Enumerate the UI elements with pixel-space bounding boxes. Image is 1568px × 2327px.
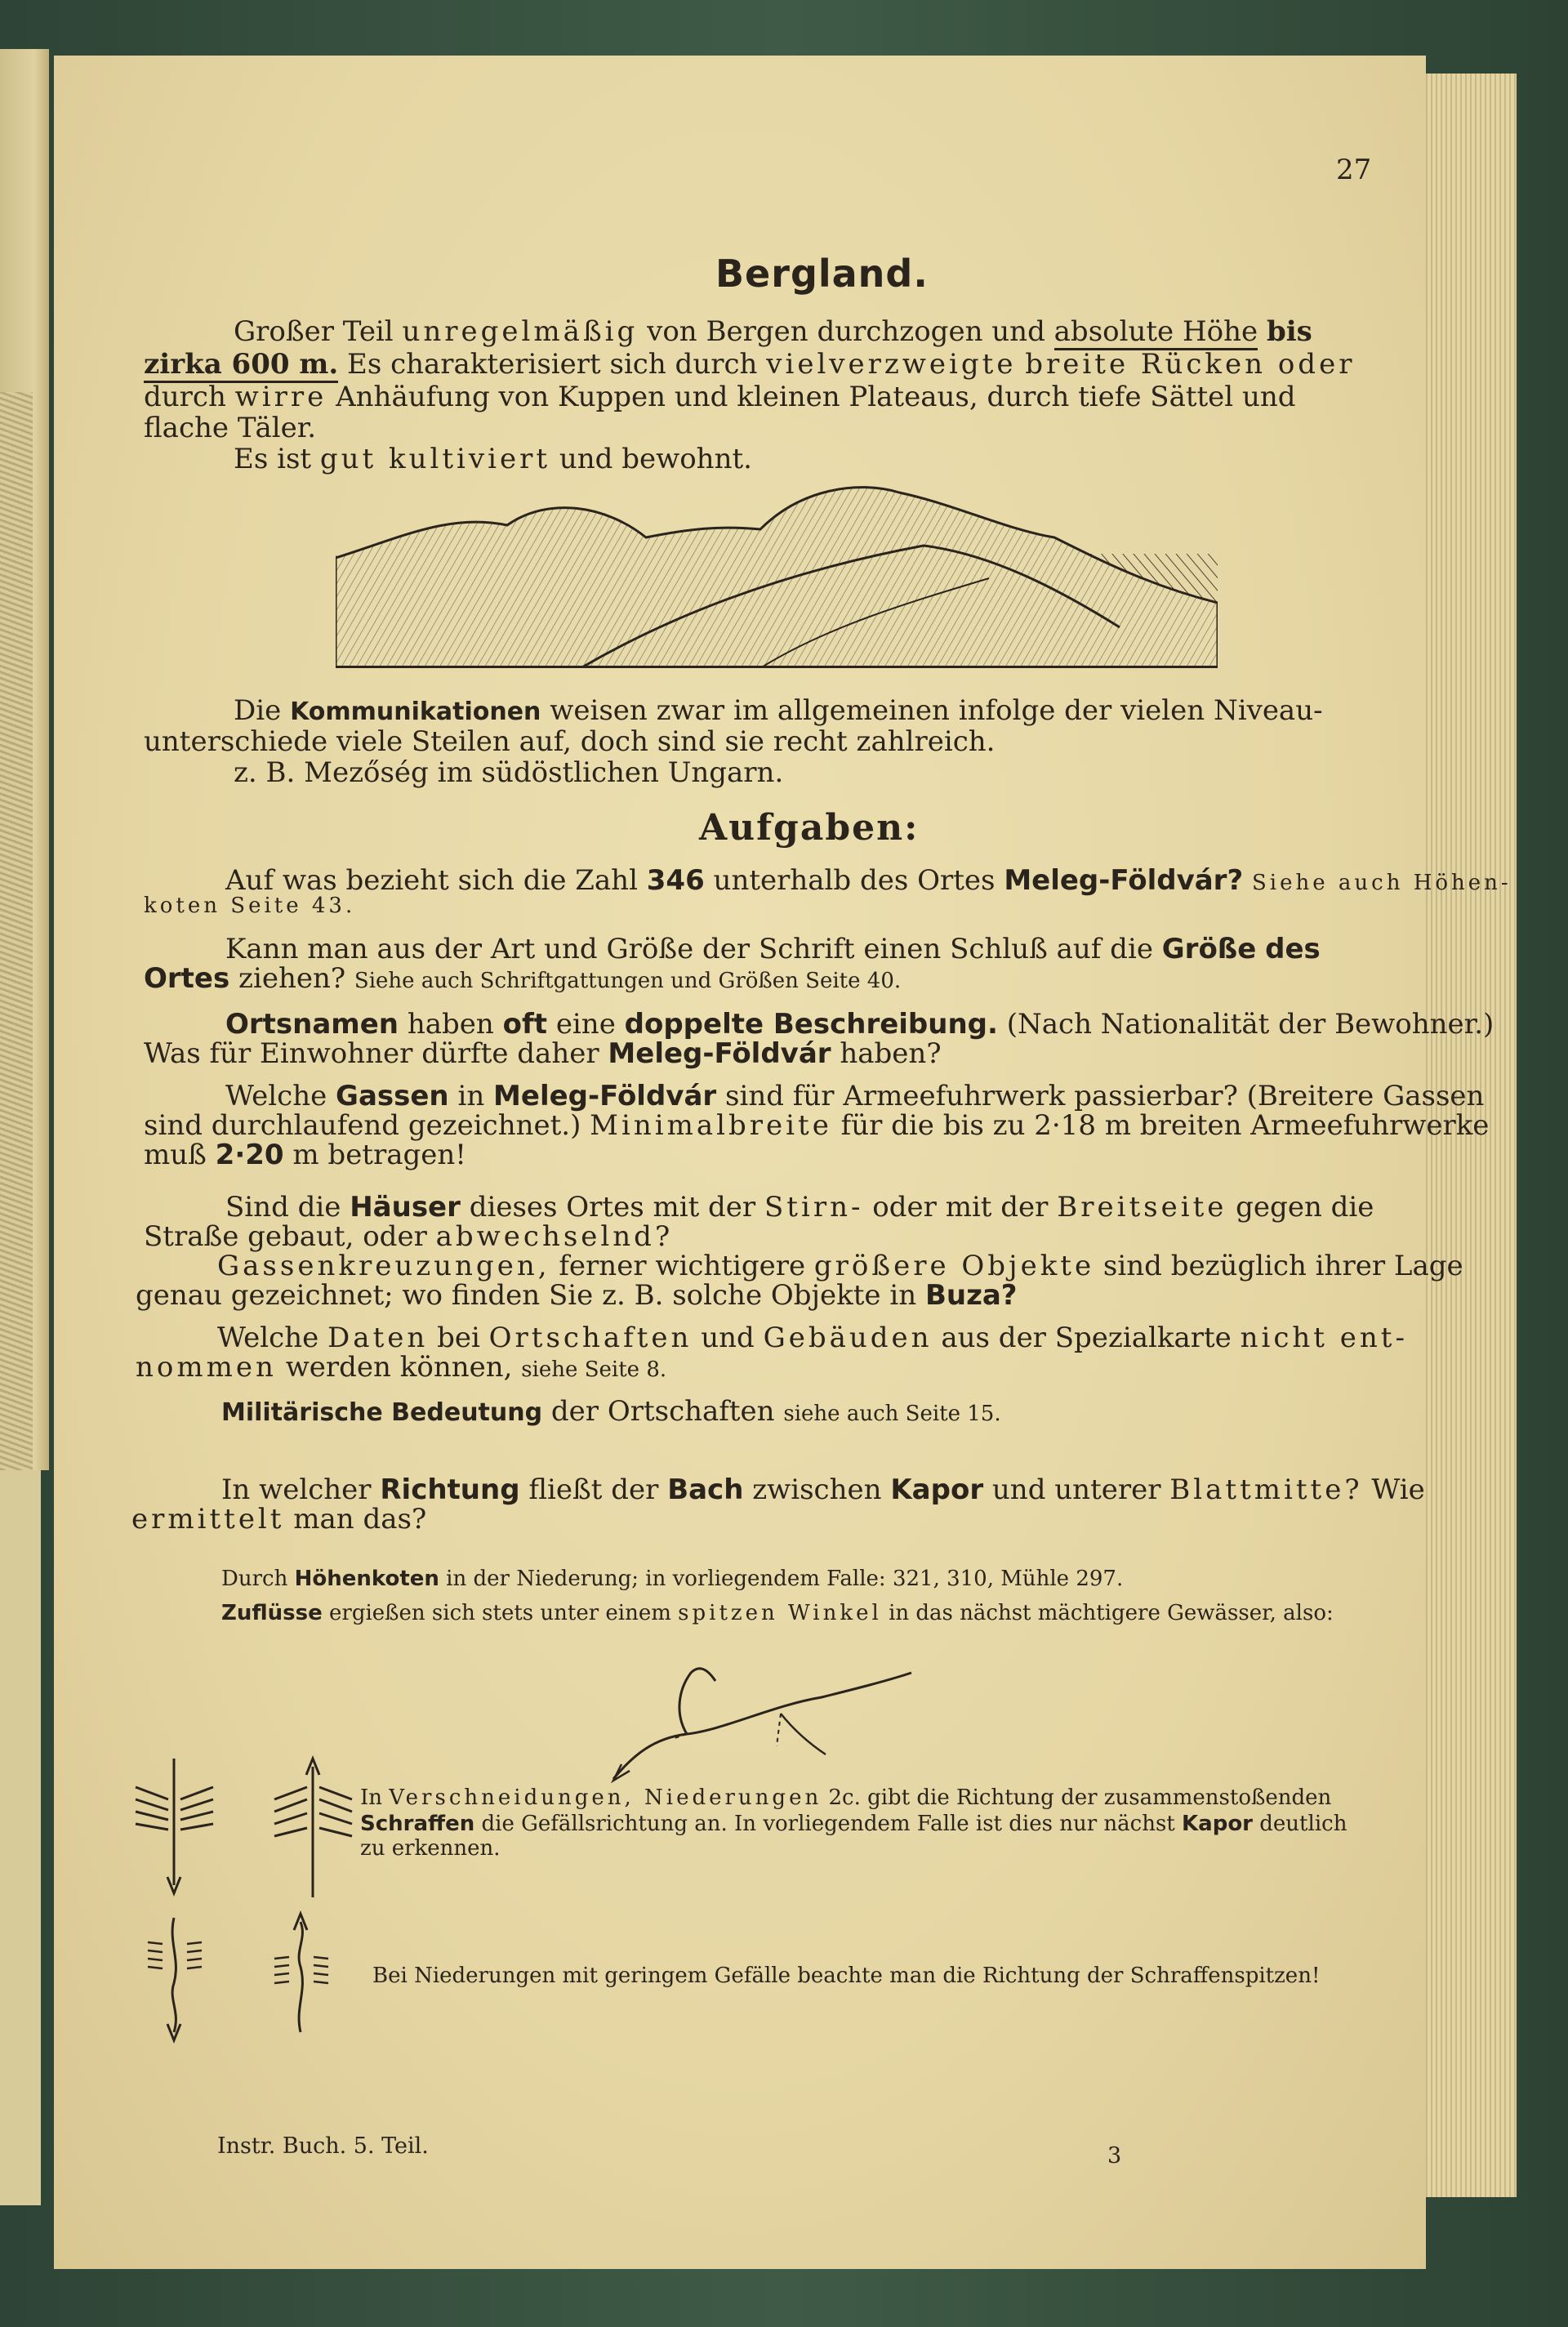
text: Kann man aus der Art und Größe der Schrift einen Schluß auf die — [225, 933, 1153, 965]
text-spaced: ermittelt — [131, 1503, 285, 1536]
text: sind durchlaufend gezeichnet.) — [144, 1109, 581, 1142]
text: m betragen! — [292, 1139, 466, 1171]
page-number: 27 — [1336, 154, 1372, 186]
intro-line-5 — [234, 443, 752, 475]
task-8-line — [221, 1395, 1001, 1430]
text-bold: zirka 600 m. — [144, 348, 338, 383]
task-5-line-2 — [144, 1220, 673, 1253]
text-spaced: abwechselnd? — [435, 1220, 674, 1253]
hachure-down-arrow-icon — [131, 1754, 238, 1901]
text-small: siehe auch Seite 15. — [783, 1402, 1001, 1426]
text: In — [360, 1785, 383, 1810]
text-bold: Größe — [1161, 933, 1257, 965]
book-page — [54, 56, 1512, 2269]
text-bold: Kapor — [890, 1473, 984, 1506]
text: sind bezüglich ihrer Lage — [1102, 1250, 1463, 1282]
task-5-line-1 — [225, 1191, 1374, 1224]
task-7-line-2 — [136, 1351, 666, 1386]
task-7-line-1 — [217, 1322, 1408, 1354]
text-bold: Kommunikationen — [290, 698, 541, 726]
text: und — [701, 1322, 755, 1354]
text: zwischen — [752, 1473, 882, 1506]
text: in das nächst mächtigere Gewässer, also: — [889, 1601, 1334, 1625]
text: oder mit der — [872, 1191, 1049, 1224]
task-9-line-1 — [221, 1473, 1425, 1506]
text-bold: 346 — [646, 864, 705, 897]
text-spaced: unregelmäßig — [402, 315, 639, 348]
text-spaced: Blattmitte? — [1169, 1473, 1363, 1506]
task-9-line-2 — [131, 1503, 426, 1536]
task-2-line-2 — [144, 962, 901, 997]
low-gradient-hachure-down-icon — [131, 1910, 238, 2057]
text: Welche — [225, 1080, 327, 1112]
text: werden können, — [285, 1351, 513, 1384]
note-3-line-2 — [360, 1812, 1347, 1836]
text-bold: Gassen — [336, 1080, 449, 1112]
text-spaced: wirre — [234, 381, 327, 413]
text-spaced: spitzen Winkel — [678, 1601, 882, 1625]
text-spaced: größere Objekte — [813, 1250, 1095, 1282]
text: und bewohnt. — [559, 443, 752, 475]
text: in der Niederung; in vorliegendem Falle: 321, 310, Mühle 297. — [446, 1567, 1124, 1591]
text: ziehen? — [238, 962, 346, 995]
text-bold: Meleg-Földvár — [493, 1080, 717, 1112]
text: haben? — [840, 1037, 942, 1070]
text: und unterer — [991, 1473, 1161, 1506]
text-small: Siehe auch Höhen- — [1251, 871, 1512, 895]
text-small: siehe Seite 8. — [521, 1357, 667, 1382]
task-2-line-1 — [225, 933, 1321, 965]
text: Sind die — [225, 1191, 341, 1224]
task-4-line-2 — [144, 1109, 1489, 1142]
text: Es charakterisiert sich durch — [347, 348, 758, 381]
text-bold: Meleg-Földvár? — [1004, 864, 1244, 897]
text: Was für Einwohner dürfte daher — [144, 1037, 599, 1070]
text-small: Siehe auch Schriftgattungen und Größen Seite 40. — [354, 969, 902, 993]
text-spaced: nicht ent- — [1240, 1322, 1408, 1354]
task-6-line-1 — [217, 1250, 1463, 1282]
text: der Ortschaften — [550, 1395, 775, 1428]
text: gegen die — [1236, 1191, 1374, 1224]
text: für die bis zu 2·18 m breiten Armeefuhrwerke — [840, 1109, 1490, 1142]
intro-line-3 — [144, 381, 1296, 413]
task-4-line-3 — [144, 1139, 466, 1171]
text: Auf was bezieht sich die Zahl — [225, 864, 638, 897]
text-bold: Ortes — [144, 962, 230, 995]
note-4: Bei Niederungen mit geringem Gefälle beachte man die Richtung der Schraffenspitzen! — [372, 1964, 1321, 1988]
text-bold: des — [1265, 933, 1321, 965]
text: man das? — [293, 1503, 427, 1536]
intro-line-2 — [144, 348, 1355, 381]
facing-page-map-fragment — [0, 392, 33, 1470]
note-2 — [221, 1601, 1334, 1625]
text: muß — [144, 1139, 207, 1171]
comm-line-2: unterschiede viele Steilen auf, doch sind sie recht zahlreich. — [144, 725, 996, 758]
printer-signature: Instr. Buch. 5. Teil. — [217, 2133, 429, 2159]
text-spaced: nommen — [136, 1351, 277, 1384]
text-spaced: vielverzweigte — [766, 348, 1017, 381]
text: ergießen sich stets unter einem — [329, 1601, 671, 1625]
task-6-line-2 — [136, 1279, 1018, 1312]
text: Wie — [1371, 1473, 1425, 1506]
task-1-line-1 — [225, 864, 1512, 899]
text: weisen zwar im allgemeinen infolge der vielen Niveau- — [550, 694, 1323, 727]
facing-page-lower — [0, 1470, 41, 2205]
comm-line-3: z. B. Mezőség im südöstlichen Ungarn. — [234, 756, 784, 789]
task-3-line-1 — [225, 1008, 1494, 1041]
text-bold: Militärische Bedeutung — [221, 1398, 543, 1427]
text-bold: oft — [502, 1008, 547, 1041]
text-bold: Höhenkoten — [294, 1567, 439, 1591]
text-spaced: Verschneidungen, Niederungen — [389, 1785, 822, 1810]
text: (Nach Nationalität der Bewohner.) — [1006, 1008, 1494, 1041]
text-spaced: Gassenkreuzungen, — [217, 1250, 550, 1282]
text-bold: Richtung — [380, 1473, 520, 1506]
text-spaced: Gebäuden — [763, 1322, 933, 1354]
tasks-heading: Aufgaben: — [699, 807, 920, 849]
text-spaced: Ortschaften — [488, 1322, 693, 1354]
text-bold: 2·20 — [215, 1139, 284, 1171]
text-bold: Schraffen — [360, 1812, 475, 1836]
text: fließt der — [528, 1473, 659, 1506]
text-underlined: absolute Höhe — [1054, 315, 1258, 350]
text: Anhäufung von Kuppen und kleinen Plateaus, durch tiefe Sättel und — [336, 381, 1296, 413]
text: genau gezeichnet; wo finden Sie z. B. solche Objekte in — [136, 1279, 917, 1312]
text: ferner wichtigere — [559, 1250, 806, 1282]
note-3-line-1 — [360, 1785, 1331, 1810]
text: die Gefällsrichtung an. In vorliegendem Falle ist dies nur nächst — [481, 1812, 1175, 1836]
text: In welcher — [221, 1473, 372, 1506]
text-bold: Kapor — [1182, 1812, 1254, 1836]
text-spaced: breite Rücken oder — [1025, 348, 1356, 381]
text: Großer Teil — [234, 315, 394, 348]
low-gradient-hachure-up-icon — [258, 1910, 364, 2057]
text-spaced: Daten — [327, 1322, 429, 1354]
text-bold: Ortsnamen — [225, 1008, 399, 1041]
intro-line-1 — [234, 315, 1312, 348]
text: haben — [407, 1008, 494, 1041]
text: Durch — [221, 1567, 288, 1591]
text: von Bergen durchzogen und — [647, 315, 1045, 348]
text-spaced: gut kultiviert — [319, 443, 551, 475]
text-bold: Bach — [667, 1473, 744, 1506]
text-bold: Häuser — [350, 1191, 461, 1224]
text: Die — [234, 694, 282, 727]
text-spaced: Breitseite — [1057, 1191, 1227, 1224]
text-bold: Buza? — [924, 1279, 1018, 1312]
text-bold: bis — [1266, 315, 1312, 348]
hill-landscape-illustration — [336, 480, 1218, 668]
text-bold: doppelte Beschreibung. — [624, 1008, 998, 1041]
text: unterhalb des Ortes — [713, 864, 996, 897]
text: dieses Ortes mit der — [469, 1191, 756, 1224]
tributary-sketch — [609, 1656, 920, 1787]
text: Welche — [217, 1322, 319, 1354]
text: 2c. gibt die Richtung der zusammenstoßenden — [828, 1785, 1332, 1810]
text: in — [457, 1080, 485, 1112]
note-1 — [221, 1567, 1123, 1591]
note-3-line-3: zu erkennen. — [360, 1836, 501, 1861]
text: deutlich — [1259, 1812, 1348, 1836]
sheet-signature: 3 — [1107, 2143, 1122, 2169]
task-4-line-1 — [225, 1080, 1484, 1112]
text: durch — [144, 381, 226, 413]
text: aus der Spezialkarte — [941, 1322, 1232, 1354]
text-bold: Zuflüsse — [221, 1601, 323, 1625]
task-1-line-2: koten Seite 43. — [144, 894, 356, 918]
text: Es ist — [234, 443, 312, 475]
text: sind für Armeefuhrwerk passierbar? (Breitere Gassen — [725, 1080, 1485, 1112]
text: eine — [555, 1008, 616, 1041]
text: bei — [437, 1322, 480, 1354]
comm-line-1 — [234, 694, 1323, 729]
text-bold: Meleg-Földvár — [608, 1037, 831, 1070]
text: Straße gebaut, oder — [144, 1220, 427, 1253]
text-spaced: Stirn- — [764, 1191, 864, 1224]
task-3-line-2 — [144, 1037, 942, 1070]
text-spaced: Minimalbreite — [590, 1109, 832, 1142]
section-heading: Bergland. — [715, 252, 929, 296]
intro-line-4: flache Täler. — [144, 412, 317, 444]
